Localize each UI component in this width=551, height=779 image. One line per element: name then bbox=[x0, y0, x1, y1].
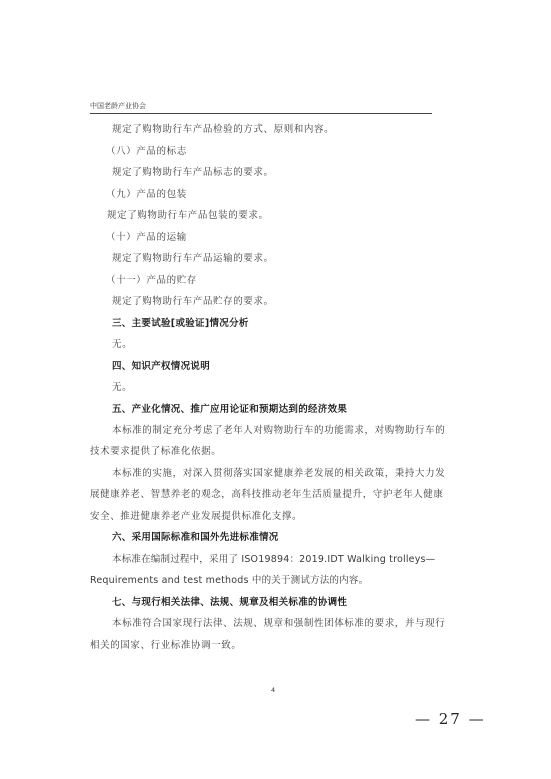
paragraph-marking: 规定了购物助行车产品标志的要求。 bbox=[112, 167, 274, 178]
inner-page-number: 4 bbox=[271, 686, 276, 694]
paragraph-storage: 规定了购物助行车产品贮存的要求。 bbox=[112, 296, 274, 307]
paragraph-section-7-line-2: 相关的国家、行业标准协调一致。 bbox=[90, 640, 242, 651]
subsection-title-storage: （十一）产品的贮存 bbox=[106, 275, 197, 286]
paragraph-section-4: 无。 bbox=[112, 382, 133, 393]
paragraph-section-5-line-1: 本标准的制定充分考虑了老年人对购物助行车的功能需求，对购物助行车的 bbox=[112, 425, 446, 436]
header-organization: 中国老龄产业协会 bbox=[90, 102, 146, 110]
section-heading-4: 四、知识产权情况说明 bbox=[112, 361, 211, 372]
section-heading-3: 三、主要试验[或验证]情况分析 bbox=[112, 318, 249, 329]
paragraph-section-6-line-2: Requirements and test methods 中的关于测试方法的内容。 bbox=[90, 575, 369, 586]
subsection-title-marking: （八）产品的标志 bbox=[106, 146, 187, 157]
paragraph-section-6-line-1: 本标准在编制过程中，采用了 ISO19894：2019.IDT Walking trolleys— bbox=[112, 554, 436, 565]
paragraph-transport: 规定了购物助行车产品运输的要求。 bbox=[112, 253, 274, 264]
paragraph-section-5-line-4: 展健康养老、智慧养老的观念，高科技推动老年生活质量提升，守护老年人健康 bbox=[90, 489, 444, 500]
paragraph-section-7-line-1: 本标准符合国家现行法律、法规、规章和强制性团体标准的要求，并与现行 bbox=[112, 618, 446, 629]
paragraph-section-5-line-3: 本标准的实施，对深入贯彻落实国家健康养老发展的相关政策，秉持大力发 bbox=[112, 468, 446, 479]
paragraph-section-5-line-5: 安全、推进健康养老产业发展提供标准化支撑。 bbox=[90, 511, 303, 522]
header-rule bbox=[90, 113, 432, 114]
paragraph-section-5-line-2: 技术要求提供了标准化依据。 bbox=[90, 446, 222, 457]
paragraph-section-3: 无。 bbox=[112, 339, 133, 350]
subsection-title-transport: （十）产品的运输 bbox=[106, 232, 187, 243]
subsection-title-packaging: （九）产品的包装 bbox=[106, 189, 187, 200]
section-heading-6: 六、采用国际标准和国外先进标准情况 bbox=[112, 532, 279, 543]
paragraph-inspection: 规定了购物助行车产品检验的方式、原则和内容。 bbox=[112, 124, 335, 135]
paragraph-packaging: 规定了购物助行车产品包装的要求。 bbox=[107, 210, 269, 221]
section-heading-7: 七、与现行相关法律、法规、规章及相关标准的协调性 bbox=[112, 597, 348, 608]
section-heading-5: 五、产业化情况、推广应用论证和预期达到的经济效果 bbox=[112, 404, 348, 415]
footer-page-number: — 27 — bbox=[415, 710, 486, 728]
